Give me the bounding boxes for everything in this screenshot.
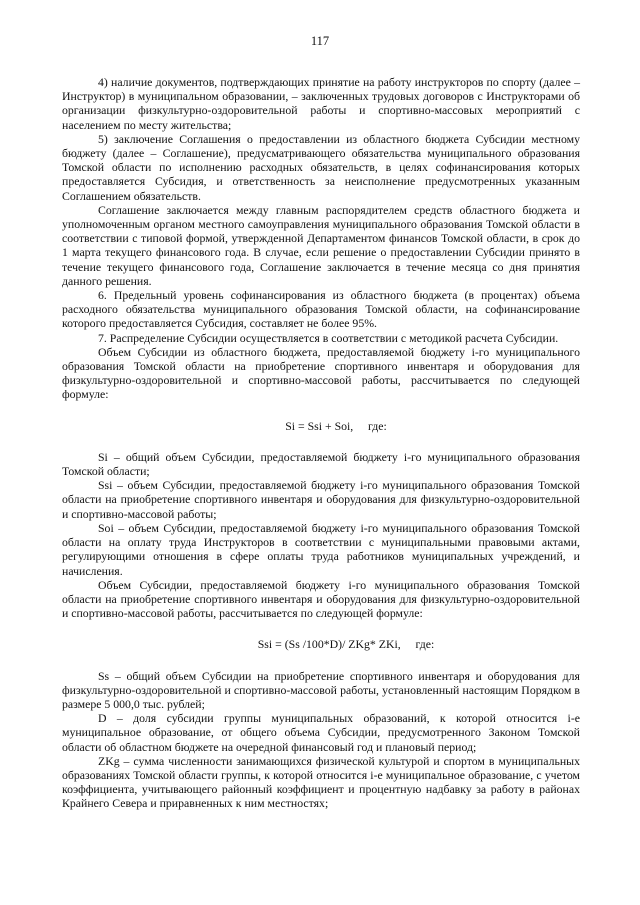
paragraph-equipment-subsidy-intro: Объем Субсидии, предоставляемой бюджету i-го муниципального образования Томской области на приобретение спортивного инвентаря и оборудования для физкультурно-оздоровительной и спортивно-массовой работы, рассчитывается по следующей формуле: bbox=[62, 577, 580, 621]
definition-zkg: ZKg – сумма численности занимающихся физической культурой и спортом в муниципальных образованиях Томской области группы, к которой относится i-е муниципальное образование, с учетом коэффициента, учитывающего районный коэффициент и процентную надбавку за работу в районах Крайнего Севера и приравненных к ним местностях; bbox=[62, 753, 580, 811]
definition-si: Si – общий объем Субсидии, предоставляемой бюджету i-го муниципального образования Томской области; bbox=[62, 449, 580, 479]
paragraph-agreement-conclusion: Соглашение заключается между главным распорядителем средств областного бюджета и уполномоченным органом местного самоуправления муниципального образования Томской области в соответствии с типовой формой, утвержденной Департаментом финансов Томской области, в срок до 1 марта текущего финансового года. В случае, если решение о предоставлении Субсидии принято в течение текущего финансового года, Соглашение заключается в течение месяца со дня принятия данного решения. bbox=[62, 202, 580, 288]
paragraph-item-4-documents: 4) наличие документов, подтверждающих принятие на работу инструкторов по спорту (далее – Инструктор) в муниципальном образовании, – заключенных трудовых договоров с Инструкторами об организации физкультурно-оздоровительной работы и спортивно-массовых мероприятий с населением по месту жительства; bbox=[62, 75, 580, 132]
paragraph-cofinancing-limit: 6. Предельный уровень софинансирования из областного бюджета (в процентах) объема расходного обязательства муниципального образования Томской области, на софинансирование которого предоставляется Субсидия, составляет не более 95%. bbox=[62, 288, 580, 331]
paragraph-distribution: 7. Распределение Субсидии осуществляется в соответствии с методикой расчета Субсидии. bbox=[98, 330, 559, 345]
page-number: 117 bbox=[310, 34, 330, 48]
formula-total-subsidy: Si = Ssi + Soi, где: bbox=[285, 418, 387, 433]
definition-d: D – доля субсидии группы муниципальных образований, к которой относится i-е муниципальное образование, от общего объема Субсидии, предусмотренного Законом Томской области об областном бюджете на очередной финансовый год и плановый период; bbox=[62, 711, 580, 754]
formula-equipment-subsidy: Ssi = (Ss /100*D)/ ZKg* ZKi, где: bbox=[257, 637, 435, 652]
definition-ss: Ss – общий объем Субсидии на приобретение спортивного инвентаря и оборудования для физкультурно-оздоровительной и спортивно-массовой работы, установленный настоящим Порядком в размере 5 000,0 тыс. рублей; bbox=[62, 668, 580, 711]
definition-ssi: Ssi – объем Субсидии, предоставляемой бюджету i-го муниципального образования Томской области на приобретение спортивного инвентаря и оборудования для физкультурно-оздоровительной и спортивно-массовой работы; bbox=[62, 478, 580, 521]
paragraph-subsidy-volume-intro: Объем Субсидии из областного бюджета, предоставляемой бюджету i-го муниципального образования Томской области на приобретение спортивного инвентаря и оборудования для физкультурно-оздоровительной и спортивно-массовой работы, рассчитывается по следующей формуле: bbox=[62, 344, 580, 402]
document-body bbox=[62, 75, 580, 811]
definition-soi: Soi – объем Субсидии, предоставляемой бюджету i-го муниципального образования Томской области на оплату труда Инструкторов в соответствии с муниципальными правовыми актами, регулирующими отношения в сфере оплаты труда работников муниципальных учреждений, и начисления. bbox=[62, 520, 580, 578]
paragraph-item-5-agreement: 5) заключение Соглашения о предоставлении из областного бюджета Субсидии местному бюджету (далее – Соглашение), предусматривающего обязательства муниципального образования Томской области по исполнению расходных обязательств, в целях софинансирования которых предоставляется Субсидия, и ответственность за неисполнение предусмотренных указанным Соглашением обязательств. bbox=[62, 131, 580, 203]
